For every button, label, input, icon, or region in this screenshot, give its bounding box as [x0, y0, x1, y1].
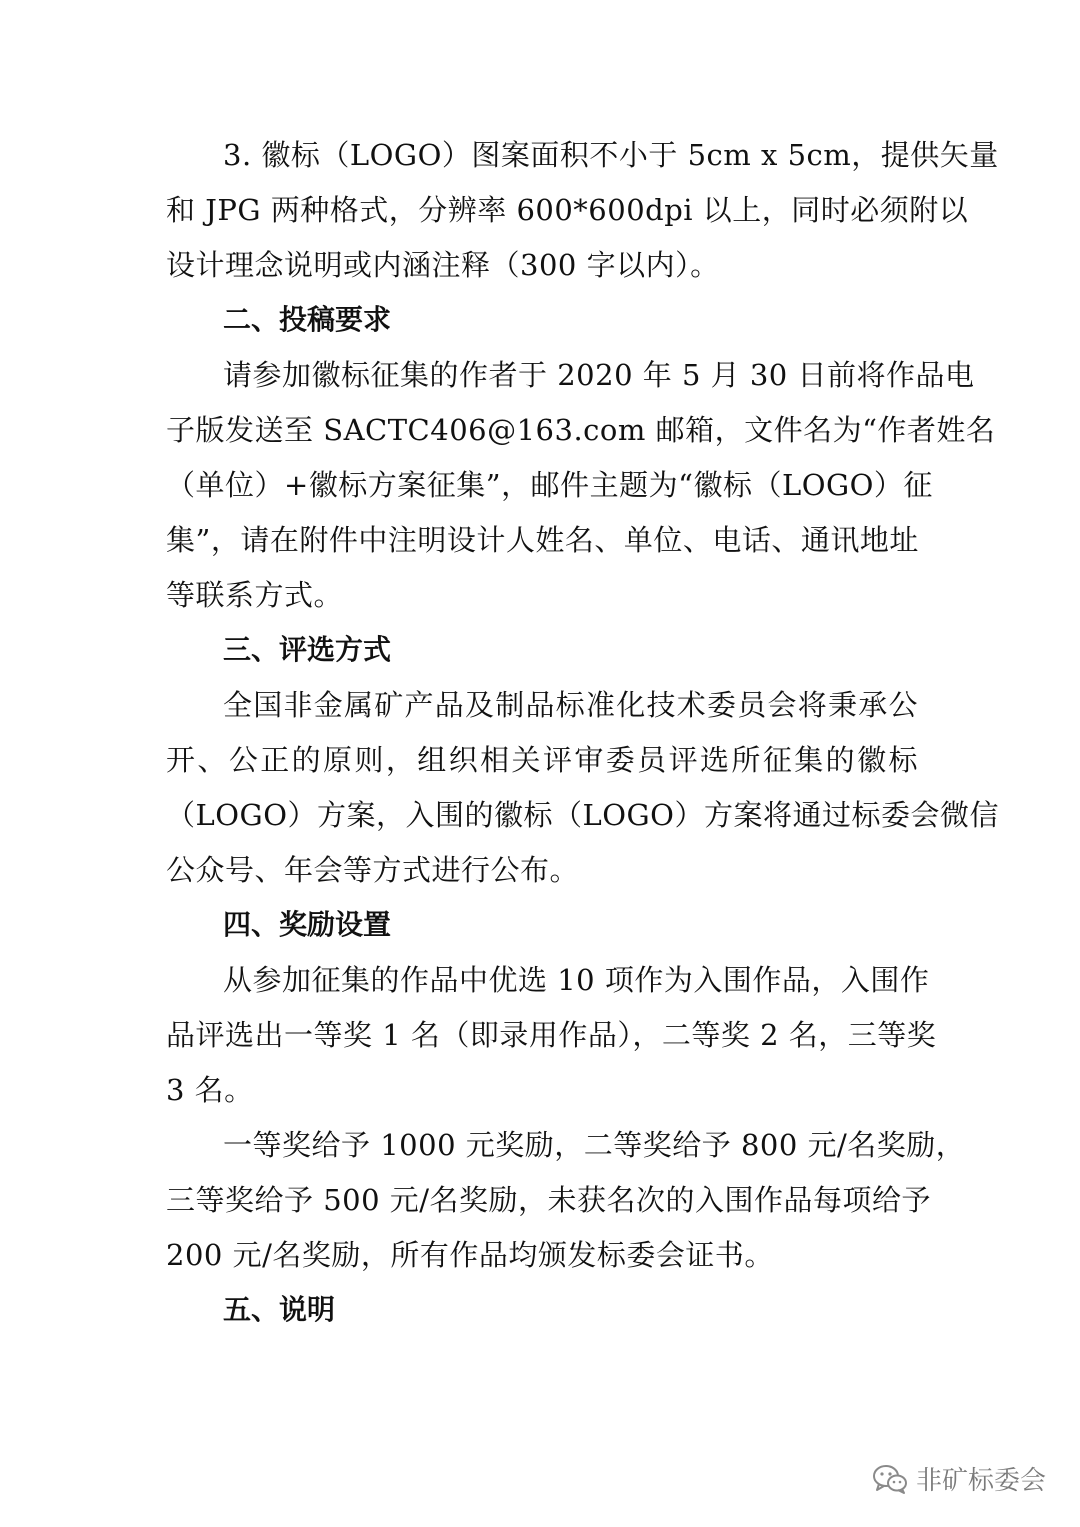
paragraph-line: 一等奖给予 1000 元奖励，二等奖给予 800 元/名奖励，	[223, 1128, 966, 1162]
section-heading: 四、奖励设置	[223, 908, 392, 941]
wechat-icon	[872, 1463, 908, 1495]
section-heading: 三、评选方式	[223, 633, 392, 666]
paragraph-line: 集”，请在附件中注明设计人姓名、单位、电话、通讯地址	[166, 523, 919, 557]
document-page	[166, 136, 999, 1346]
paragraph-line: 子版发送至 SACTC406@163.com 邮箱，文件名为“作者姓名	[166, 413, 996, 447]
paragraph-line: 品评选出一等奖 1 名（即录用作品），二等奖 2 名，三等奖	[166, 1018, 937, 1052]
paragraph-line: 3 名。	[166, 1073, 254, 1107]
paragraph-line: 公众号、年会等方式进行公布。	[166, 853, 580, 887]
paragraph-line: 从参加征集的作品中优选 10 项作为入围作品，入围作	[223, 963, 930, 997]
paragraph-line: （单位）+徽标方案征集”，邮件主题为“徽标（LOGO）征	[166, 468, 933, 502]
paragraph-line: （LOGO）方案，入围的徽标（LOGO）方案将通过标委会微信	[166, 798, 999, 832]
watermark-label: 非矿标委会	[915, 1466, 1046, 1496]
paragraph-line: 设计理念说明或内涵注释（300 字以内）。	[166, 248, 720, 282]
paragraph-line: 开、公正的原则，组织相关评审委员评选所征集的徽标	[166, 743, 918, 777]
paragraph-line: 请参加徽标征集的作者于 2020 年 5 月 30 日前将作品电	[223, 358, 975, 392]
paragraph-line: 3. 徽标（LOGO）图案面积不小于 5cm x 5cm，提供矢量	[223, 138, 999, 172]
paragraph-line: 三等奖给予 500 元/名奖励，未获名次的入围作品每项给予	[166, 1183, 932, 1217]
paragraph-line: 等联系方式。	[166, 578, 344, 612]
wechat-watermark	[872, 1460, 1046, 1497]
paragraph-line: 200 元/名奖励，所有作品均颁发标委会证书。	[166, 1238, 774, 1272]
paragraph-line: 全国非金属矿产品及制品标准化技术委员会将秉承公	[223, 688, 918, 722]
section-heading: 五、说明	[223, 1293, 336, 1326]
section-heading: 二、投稿要求	[223, 303, 392, 336]
paragraph-line: 和 JPG 两种格式，分辨率 600*600dpi 以上，同时必须附以	[166, 193, 969, 227]
